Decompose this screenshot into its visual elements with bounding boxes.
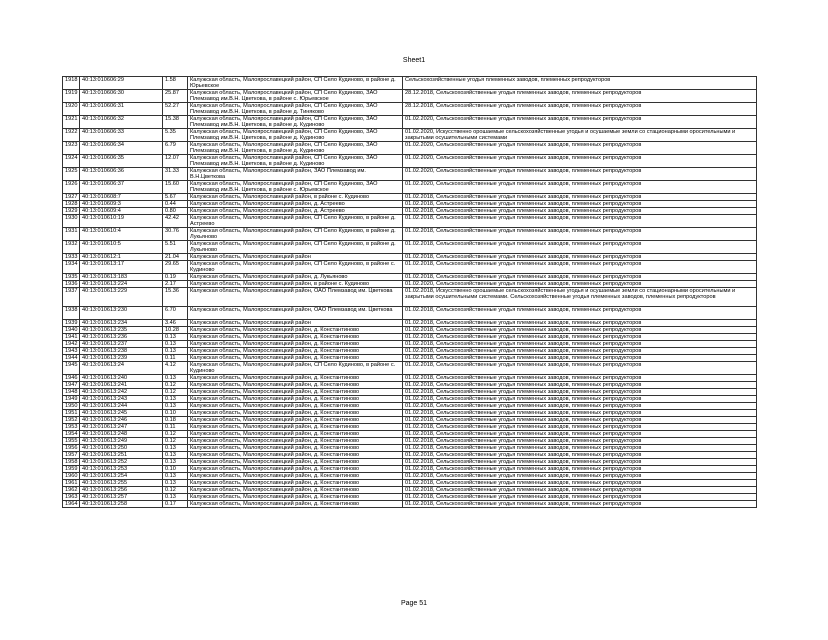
- table-row: [63, 403, 757, 410]
- row-number-cell: 1943: [63, 348, 80, 355]
- area-cell: 12.07: [163, 155, 188, 168]
- address-cell: Калужская область, Малоярославецкий район, д. Константиново: [188, 424, 403, 431]
- address-cell: Калужская область, Малоярославецкий район, д. Астреево: [188, 208, 403, 215]
- address-cell: Калужская область, Малоярославецкий район, д. Константиново: [188, 403, 403, 410]
- address-cell: Калужская область, Малоярославецкий район, д. Константиново: [188, 480, 403, 487]
- address-cell: Калужская область, Малоярославецкий район, СП Село Кудиново, ЗАО Племзавод им.В.Н. Цветкова, в районе д. Тиняково: [188, 103, 403, 116]
- address-cell: Калужская область, Малоярославецкий район, СП Село Кудиново, в районе д. Юрьевское: [188, 77, 403, 90]
- cadastral-number-cell: 40:13:010606:34: [80, 142, 163, 155]
- land-use-cell: 01.02.2018, Сельскохозяйственные угодья племенных заводов, племенных репродукторов: [403, 241, 757, 254]
- table-row: [63, 501, 757, 508]
- table-row: [63, 201, 757, 208]
- area-cell: 0.13: [163, 334, 188, 341]
- cadastral-number-cell: 40:13:010610:19: [80, 215, 163, 228]
- row-number-cell: 1928: [63, 201, 80, 208]
- cadastral-number-cell: 40:13:010613:243: [80, 396, 163, 403]
- address-cell: Калужская область, Малоярославецкий район, д. Константиново: [188, 494, 403, 501]
- table-row: [63, 307, 757, 320]
- cadastral-number-cell: 40:13:010613:236: [80, 334, 163, 341]
- address-cell: Калужская область, Малоярославецкий район, д. Лукьяново: [188, 274, 403, 281]
- table-row: [63, 424, 757, 431]
- row-number-cell: 1940: [63, 327, 80, 334]
- cadastral-number-cell: 40:13:010606:32: [80, 116, 163, 129]
- row-number-cell: 1937: [63, 288, 80, 307]
- land-use-cell: 01.02.2018, Сельскохозяйственные угодья племенных заводов, племенных репродукторов: [403, 382, 757, 389]
- address-cell: Калужская область, Малоярославецкий район, д. Константиново: [188, 341, 403, 348]
- row-number-cell: 1921: [63, 116, 80, 129]
- cadastral-number-cell: 40:13:010613:245: [80, 410, 163, 417]
- row-number-cell: 1947: [63, 382, 80, 389]
- address-cell: Калужская область, Малоярославецкий район, СП Село Кудиново, в районе с. Кудиново: [188, 362, 403, 375]
- address-cell: Калужская область, Малоярославецкий район, д. Константиново: [188, 445, 403, 452]
- table-row: [63, 261, 757, 274]
- address-cell: Калужская область, Малоярославецкий район, д. Астреево: [188, 201, 403, 208]
- area-cell: 30.76: [163, 228, 188, 241]
- land-use-cell: 01.02.2018, Сельскохозяйственные угодья племенных заводов, племенных репродукторов: [403, 348, 757, 355]
- row-number-cell: 1944: [63, 355, 80, 362]
- area-cell: 0.44: [163, 201, 188, 208]
- area-cell: 52.27: [163, 103, 188, 116]
- land-use-cell: 01.02.2018, Сельскохозяйственные угодья племенных заводов, племенных репродукторов: [403, 487, 757, 494]
- row-number-cell: 1951: [63, 410, 80, 417]
- land-use-cell: 01.02.2018, Сельскохозяйственные угодья племенных заводов, племенных репродукторов: [403, 473, 757, 480]
- land-use-cell: 01.02.2018, Сельскохозяйственные угодья племенных заводов, племенных репродукторов: [403, 261, 757, 274]
- row-number-cell: 1920: [63, 103, 80, 116]
- area-cell: 0.13: [163, 445, 188, 452]
- address-cell: Калужская область, Малоярославецкий район, д. Константиново: [188, 396, 403, 403]
- land-use-cell: Сельскохозяйственные угодья племенных заводов, племенных репродукторов: [403, 77, 757, 90]
- table-row: [63, 410, 757, 417]
- row-number-cell: 1922: [63, 129, 80, 142]
- land-use-cell: 01.02.2018, Сельскохозяйственные угодья племенных заводов, племенных репродукторов: [403, 403, 757, 410]
- address-cell: Калужская область, Малоярославецкий район, СП Село Кудиново, ЗАО Племзавод им.В.Н. Цветкова, в районе д. Кудиново: [188, 142, 403, 155]
- cadastral-number-cell: 40:13:010613:244: [80, 403, 163, 410]
- area-cell: 5.51: [163, 241, 188, 254]
- land-use-cell: 01.02.2020, Сельскохозяйственные угодья племенных заводов, племенных репродукторов: [403, 142, 757, 155]
- address-cell: Калужская область, Малоярославецкий район, д. Константиново: [188, 382, 403, 389]
- cadastral-number-cell: 40:13:010613:257: [80, 494, 163, 501]
- table-row: [63, 452, 757, 459]
- address-cell: Калужская область, Малоярославецкий район, СП Село Кудиново, ЗАО Племзавод им.В.Н. Цветкова, в районе д. Кудиново: [188, 116, 403, 129]
- cadastral-number-cell: 40:13:010613:229: [80, 288, 163, 307]
- cadastral-number-cell: 40:13:010608:7: [80, 194, 163, 201]
- land-use-cell: 01.02.2020, Сельскохозяйственные угодья племенных заводов, племенных репродукторов: [403, 116, 757, 129]
- land-use-cell: 01.02.2018, Сельскохозяйственные угодья племенных заводов, племенных репродукторов: [403, 194, 757, 201]
- area-cell: 0.12: [163, 487, 188, 494]
- cadastral-number-cell: 40:13:010609:3: [80, 201, 163, 208]
- cadastral-number-cell: 40:13:010606:37: [80, 181, 163, 194]
- row-number-cell: 1953: [63, 424, 80, 431]
- table-row: [63, 445, 757, 452]
- table-row: [63, 348, 757, 355]
- land-use-cell: 01.02.2018, Сельскохозяйственные угодья племенных заводов, племенных репродукторов: [403, 208, 757, 215]
- cadastral-number-cell: 40:13:010613:17: [80, 261, 163, 274]
- row-number-cell: 1962: [63, 487, 80, 494]
- land-use-cell: 01.02.2018, Сельскохозяйственные угодья племенных заводов, племенных репродукторов: [403, 228, 757, 241]
- address-cell: Калужская область, Малоярославецкий район, д. Константиново: [188, 389, 403, 396]
- area-cell: 0.13: [163, 341, 188, 348]
- area-cell: 0.17: [163, 501, 188, 508]
- land-use-cell: 01.02.2018, Сельскохозяйственные угодья племенных заводов, племенных репродукторов: [403, 254, 757, 261]
- address-cell: Калужская область, Малоярославецкий район, д. Константиново: [188, 431, 403, 438]
- land-use-cell: 01.02.2018, Сельскохозяйственные угодья племенных заводов, племенных репродукторов: [403, 459, 757, 466]
- address-cell: Калужская область, Малоярославецкий район, СП Село Кудиново, ЗАО Племзавод им.В.Н. Цветкова, в районе с. Юрьевское: [188, 90, 403, 103]
- row-number-cell: 1918: [63, 77, 80, 90]
- parcel-table: [62, 76, 757, 508]
- table-row: [63, 334, 757, 341]
- row-number-cell: 1964: [63, 501, 80, 508]
- row-number-cell: 1945: [63, 362, 80, 375]
- land-use-cell: 01.02.2018, Сельскохозяйственные угодья племенных заводов, племенных репродукторов: [403, 438, 757, 445]
- land-use-cell: 01.02.2020, Сельскохозяйственные угодья племенных заводов, племенных репродукторов: [403, 281, 757, 288]
- address-cell: Калужская область, Малоярославецкий район: [188, 254, 403, 261]
- table-row: [63, 341, 757, 348]
- table-row: [63, 480, 757, 487]
- row-number-cell: 1963: [63, 494, 80, 501]
- land-use-cell: 01.02.2018, Сельскохозяйственные угодья племенных заводов, племенных репродукторов: [403, 327, 757, 334]
- table-row: [63, 327, 757, 334]
- row-number-cell: 1925: [63, 168, 80, 181]
- area-cell: 0.12: [163, 438, 188, 445]
- page-number: Page 51: [400, 600, 428, 607]
- area-cell: 0.12: [163, 389, 188, 396]
- row-number-cell: 1959: [63, 466, 80, 473]
- cadastral-number-cell: 40:13:010613:239: [80, 355, 163, 362]
- row-number-cell: 1936: [63, 281, 80, 288]
- table-row: [63, 494, 757, 501]
- table-row: [63, 90, 757, 103]
- cadastral-number-cell: 40:13:010613:255: [80, 480, 163, 487]
- table-row: [63, 320, 757, 327]
- land-use-cell: 01.02.2018, Сельскохозяйственные угодья племенных заводов, племенных репродукторов: [403, 410, 757, 417]
- area-cell: 0.11: [163, 424, 188, 431]
- land-use-cell: 01.02.2018, Сельскохозяйственные угодья племенных заводов, племенных репродукторов: [403, 417, 757, 424]
- area-cell: 15.60: [163, 181, 188, 194]
- address-cell: Калужская область, Малоярославецкий район, д. Константиново: [188, 466, 403, 473]
- cadastral-number-cell: 40:13:010613:249: [80, 438, 163, 445]
- cadastral-number-cell: 40:13:010613:254: [80, 473, 163, 480]
- area-cell: 0.13: [163, 480, 188, 487]
- land-use-cell: 01.02.2018, Сельскохозяйственные угодья племенных заводов, племенных репродукторов: [403, 431, 757, 438]
- area-cell: 42.42: [163, 215, 188, 228]
- table-row: [63, 382, 757, 389]
- cadastral-number-cell: 40:13:010613:238: [80, 348, 163, 355]
- row-number-cell: 1935: [63, 274, 80, 281]
- land-use-cell: 01.02.2018, Сельскохозяйственные угодья племенных заводов, племенных репродукторов: [403, 452, 757, 459]
- area-cell: 15.38: [163, 116, 188, 129]
- area-cell: 0.19: [163, 274, 188, 281]
- row-number-cell: 1941: [63, 334, 80, 341]
- table-row: [63, 473, 757, 480]
- address-cell: Калужская область, Малоярославецкий район, ЗАО Племзавод им. В.Н.Цветкова: [188, 168, 403, 181]
- area-cell: 0.11: [163, 355, 188, 362]
- cadastral-number-cell: 40:13:010613:256: [80, 487, 163, 494]
- area-cell: 5.35: [163, 129, 188, 142]
- area-cell: 0.10: [163, 466, 188, 473]
- address-cell: Калужская область, Малоярославецкий район, в районе с. Кудиново: [188, 194, 403, 201]
- table-row: [63, 466, 757, 473]
- land-use-cell: 28.12.2018, Сельскохозяйственные угодья племенных заводов, племенных репродукторов: [403, 90, 757, 103]
- area-cell: 0.13: [163, 494, 188, 501]
- address-cell: Калужская область, Малоярославецкий район, д. Константиново: [188, 355, 403, 362]
- table-row: [63, 375, 757, 382]
- address-cell: Калужская область, Малоярославецкий район: [188, 320, 403, 327]
- row-number-cell: 1931: [63, 228, 80, 241]
- cadastral-number-cell: 40:13:010609:4: [80, 208, 163, 215]
- row-number-cell: 1950: [63, 403, 80, 410]
- table-row: [63, 362, 757, 375]
- table-row: [63, 274, 757, 281]
- area-cell: 2.17: [163, 281, 188, 288]
- address-cell: Калужская область, Малоярославецкий район, СП Село Кудиново, в районе д. Астреево: [188, 215, 403, 228]
- land-use-cell: 01.02.2018, Сельскохозяйственные угодья племенных заводов, племенных репродукторов: [403, 445, 757, 452]
- row-number-cell: 1948: [63, 389, 80, 396]
- area-cell: 1.58: [163, 77, 188, 90]
- row-number-cell: 1957: [63, 452, 80, 459]
- address-cell: Калужская область, Малоярославецкий район, в районе с. Кудиново: [188, 281, 403, 288]
- address-cell: Калужская область, Малоярославецкий район, СП Село Кудиново, в районе д. Лукьяново: [188, 241, 403, 254]
- cadastral-number-cell: 40:13:010613:235: [80, 327, 163, 334]
- area-cell: 29.65: [163, 261, 188, 274]
- cadastral-number-cell: 40:13:010613:251: [80, 452, 163, 459]
- table-row: [63, 281, 757, 288]
- row-number-cell: 1934: [63, 261, 80, 274]
- table-row: [63, 194, 757, 201]
- table-row: [63, 487, 757, 494]
- row-number-cell: 1929: [63, 208, 80, 215]
- area-cell: 3.46: [163, 320, 188, 327]
- area-cell: 0.13: [163, 459, 188, 466]
- row-number-cell: 1954: [63, 431, 80, 438]
- address-cell: Калужская область, Малоярославецкий район, ОАО Племзавод им. Цветкова: [188, 288, 403, 307]
- land-use-cell: 01.02.2018, Сельскохозяйственные угодья племенных заводов, племенных репродукторов: [403, 320, 757, 327]
- address-cell: Калужская область, Малоярославецкий район, СП Село Кудиново, ЗАО Племзавод им.В.Н. Цветкова, в районе д. Кудиново: [188, 129, 403, 142]
- area-cell: 0.13: [163, 452, 188, 459]
- cadastral-number-cell: 40:13:010613:250: [80, 445, 163, 452]
- address-cell: Калужская область, Малоярославецкий район, д. Константиново: [188, 334, 403, 341]
- land-use-cell: 01.02.2020, Искусственно орошаемые сельскохозяйственные угодья и осушаемые земли со стационарными оросительными и закрытыми осушительными системами: [403, 129, 757, 142]
- table-row: [63, 142, 757, 155]
- cadastral-number-cell: 40:13:010613:24: [80, 362, 163, 375]
- table-row: [63, 168, 757, 181]
- address-cell: Калужская область, Малоярославецкий район, д. Константиново: [188, 473, 403, 480]
- row-number-cell: 1932: [63, 241, 80, 254]
- cadastral-number-cell: 40:13:010613:248: [80, 431, 163, 438]
- table-row: [63, 155, 757, 168]
- row-number-cell: 1946: [63, 375, 80, 382]
- area-cell: 0.12: [163, 431, 188, 438]
- cadastral-number-cell: 40:13:010613:241: [80, 382, 163, 389]
- area-cell: 0.10: [163, 410, 188, 417]
- land-use-cell: 01.02.2018, Сельскохозяйственные угодья племенных заводов, племенных репродукторов: [403, 215, 757, 228]
- row-number-cell: 1960: [63, 473, 80, 480]
- area-cell: 10.28: [163, 327, 188, 334]
- address-cell: Калужская область, Малоярославецкий район, СП Село Кудиново, в районе д. Лукьяново: [188, 228, 403, 241]
- row-number-cell: 1952: [63, 417, 80, 424]
- land-use-cell: 01.02.2018, Сельскохозяйственные угодья племенных заводов, племенных репродукторов: [403, 375, 757, 382]
- table-row: [63, 459, 757, 466]
- table-row: [63, 288, 757, 307]
- row-number-cell: 1956: [63, 445, 80, 452]
- table-row: [63, 438, 757, 445]
- land-use-cell: 01.02.2018, Сельскохозяйственные угодья племенных заводов, племенных репродукторов: [403, 389, 757, 396]
- land-use-cell: 01.02.2020, Сельскохозяйственные угодья племенных заводов, племенных репродукторов: [403, 155, 757, 168]
- area-cell: 0.13: [163, 396, 188, 403]
- land-use-cell: 01.02.2018, Сельскохозяйственные угодья племенных заводов, племенных репродукторов: [403, 307, 757, 320]
- row-number-cell: 1923: [63, 142, 80, 155]
- cadastral-number-cell: 40:13:010613:253: [80, 466, 163, 473]
- area-cell: 0.13: [163, 348, 188, 355]
- table-row: [63, 254, 757, 261]
- land-use-cell: 01.02.2018, Сельскохозяйственные угодья племенных заводов, племенных репродукторов: [403, 480, 757, 487]
- sheet-title: Sheet1: [402, 57, 426, 64]
- row-number-cell: 1926: [63, 181, 80, 194]
- row-number-cell: 1919: [63, 90, 80, 103]
- area-cell: 21.04: [163, 254, 188, 261]
- table-row: [63, 389, 757, 396]
- area-cell: 0.12: [163, 382, 188, 389]
- address-cell: Калужская область, Малоярославецкий район, д. Константиново: [188, 438, 403, 445]
- row-number-cell: 1933: [63, 254, 80, 261]
- area-cell: 15.36: [163, 288, 188, 307]
- row-number-cell: 1961: [63, 480, 80, 487]
- land-use-cell: 01.02.2018, Сельскохозяйственные угодья племенных заводов, племенных репродукторов: [403, 424, 757, 431]
- land-use-cell: 01.02.2018, Сельскохозяйственные угодья племенных заводов, племенных репродукторов: [403, 334, 757, 341]
- land-use-cell: 01.02.2018, Сельскохозяйственные угодья племенных заводов, племенных репродукторов: [403, 201, 757, 208]
- cadastral-number-cell: 40:13:010613:246: [80, 417, 163, 424]
- area-cell: 25.87: [163, 90, 188, 103]
- table-row: [63, 103, 757, 116]
- cadastral-number-cell: 40:13:010613:258: [80, 501, 163, 508]
- table-row: [63, 181, 757, 194]
- row-number-cell: 1942: [63, 341, 80, 348]
- land-use-cell: 01.02.2020, Сельскохозяйственные угодья племенных заводов, племенных репродукторов: [403, 181, 757, 194]
- row-number-cell: 1938: [63, 307, 80, 320]
- address-cell: Калужская область, Малоярославецкий район, д. Константиново: [188, 375, 403, 382]
- address-cell: Калужская область, Малоярославецкий район, д. Константиново: [188, 417, 403, 424]
- address-cell: Калужская область, Малоярославецкий район, СП Село Кудиново, в районе с. Кудиново: [188, 261, 403, 274]
- row-number-cell: 1927: [63, 194, 80, 201]
- table-row: [63, 77, 757, 90]
- cadastral-number-cell: 40:13:010606:29: [80, 77, 163, 90]
- cadastral-number-cell: 40:13:010613:242: [80, 389, 163, 396]
- cadastral-number-cell: 40:13:010613:237: [80, 341, 163, 348]
- area-cell: 0.80: [163, 208, 188, 215]
- land-use-cell: 01.02.2018, Сельскохозяйственные угодья племенных заводов, племенных репродукторов: [403, 501, 757, 508]
- address-cell: Калужская область, Малоярославецкий район, д. Константиново: [188, 459, 403, 466]
- table-row: [63, 417, 757, 424]
- table-row: [63, 241, 757, 254]
- cadastral-number-cell: 40:13:010606:33: [80, 129, 163, 142]
- table-row: [63, 129, 757, 142]
- address-cell: Калужская область, Малоярославецкий район, д. Константиново: [188, 348, 403, 355]
- area-cell: 0.13: [163, 375, 188, 382]
- area-cell: 4.12: [163, 362, 188, 375]
- land-use-cell: 01.02.2018, Сельскохозяйственные угодья племенных заводов, племенных репродукторов: [403, 274, 757, 281]
- area-cell: 0.13: [163, 473, 188, 480]
- row-number-cell: 1939: [63, 320, 80, 327]
- table-row: [63, 208, 757, 215]
- land-use-cell: 01.02.2018, Сельскохозяйственные угодья племенных заводов, племенных репродукторов: [403, 355, 757, 362]
- area-cell: 6.79: [163, 142, 188, 155]
- table-row: [63, 228, 757, 241]
- address-cell: Калужская область, Малоярославецкий район, СП Село Кудиново, ЗАО Племзавод им.В.Н. Цветкова, в районе с. Юрьевское: [188, 181, 403, 194]
- area-cell: 31.33: [163, 168, 188, 181]
- address-cell: Калужская область, Малоярославецкий район, д. Константиново: [188, 452, 403, 459]
- row-number-cell: 1955: [63, 438, 80, 445]
- cadastral-number-cell: 40:13:010613:240: [80, 375, 163, 382]
- cadastral-number-cell: 40:13:010606:36: [80, 168, 163, 181]
- parcel-table-body: [63, 77, 757, 508]
- land-use-cell: 28.12.2018, Сельскохозяйственные угодья племенных заводов, племенных репродукторов: [403, 103, 757, 116]
- address-cell: Калужская область, Малоярославецкий район, СП Село Кудиново, ЗАО Племзавод им.В.Н. Цветкова, в районе д. Кудиново: [188, 155, 403, 168]
- area-cell: 0.13: [163, 403, 188, 410]
- land-use-cell: 01.02.2018, Сельскохозяйственные угодья племенных заводов, племенных репродукторов: [403, 396, 757, 403]
- land-use-cell: 01.02.2018, Сельскохозяйственные угодья племенных заводов, племенных репродукторов: [403, 341, 757, 348]
- land-use-cell: 01.02.2018, Сельскохозяйственные угодья племенных заводов, племенных репродукторов: [403, 494, 757, 501]
- land-use-cell: 01.02.2018, Сельскохозяйственные угодья племенных заводов, племенных репродукторов: [403, 362, 757, 375]
- address-cell: Калужская область, Малоярославецкий район, д. Константиново: [188, 487, 403, 494]
- cadastral-number-cell: 40:13:010613:183: [80, 274, 163, 281]
- address-cell: Калужская область, Малоярославецкий район, д. Константиново: [188, 501, 403, 508]
- table-row: [63, 215, 757, 228]
- table-row: [63, 116, 757, 129]
- row-number-cell: 1949: [63, 396, 80, 403]
- cadastral-number-cell: 40:13:010610:5: [80, 241, 163, 254]
- cadastral-number-cell: 40:13:010606:35: [80, 155, 163, 168]
- row-number-cell: 1958: [63, 459, 80, 466]
- area-cell: 5.67: [163, 194, 188, 201]
- cadastral-number-cell: 40:13:010613:252: [80, 459, 163, 466]
- area-cell: 6.70: [163, 307, 188, 320]
- cadastral-number-cell: 40:13:010606:30: [80, 90, 163, 103]
- row-number-cell: 1924: [63, 155, 80, 168]
- address-cell: Калужская область, Малоярославецкий район, д. Константиново: [188, 410, 403, 417]
- cadastral-number-cell: 40:13:010610:4: [80, 228, 163, 241]
- cadastral-number-cell: 40:13:010613:224: [80, 281, 163, 288]
- area-cell: 0.18: [163, 417, 188, 424]
- row-number-cell: 1930: [63, 215, 80, 228]
- table-row: [63, 431, 757, 438]
- address-cell: Калужская область, Малоярославецкий район, д. Константиново: [188, 327, 403, 334]
- cadastral-number-cell: 40:13:010606:31: [80, 103, 163, 116]
- table-row: [63, 355, 757, 362]
- cadastral-number-cell: 40:13:010613:247: [80, 424, 163, 431]
- address-cell: Калужская область, Малоярославецкий район, ОАО Племзавод им. Цветкова: [188, 307, 403, 320]
- land-use-cell: 01.02.2020, Сельскохозяйственные угодья племенных заводов, племенных репродукторов: [403, 168, 757, 181]
- cadastral-number-cell: 40:13:010612:1: [80, 254, 163, 261]
- land-use-cell: 01.02.2018, Искусственно орошаемые сельскохозяйственные угодья и осушаемые земли со стационарными оросительными и закрытыми осушительными системами. Сельскохозяйственные угодья племенных заводов, племенных репродукторов: [403, 288, 757, 307]
- land-use-cell: 01.02.2018, Сельскохозяйственные угодья племенных заводов, племенных репродукторов: [403, 466, 757, 473]
- cadastral-number-cell: 40:13:010613:234: [80, 320, 163, 327]
- cadastral-number-cell: 40:13:010613:230: [80, 307, 163, 320]
- table-row: [63, 396, 757, 403]
